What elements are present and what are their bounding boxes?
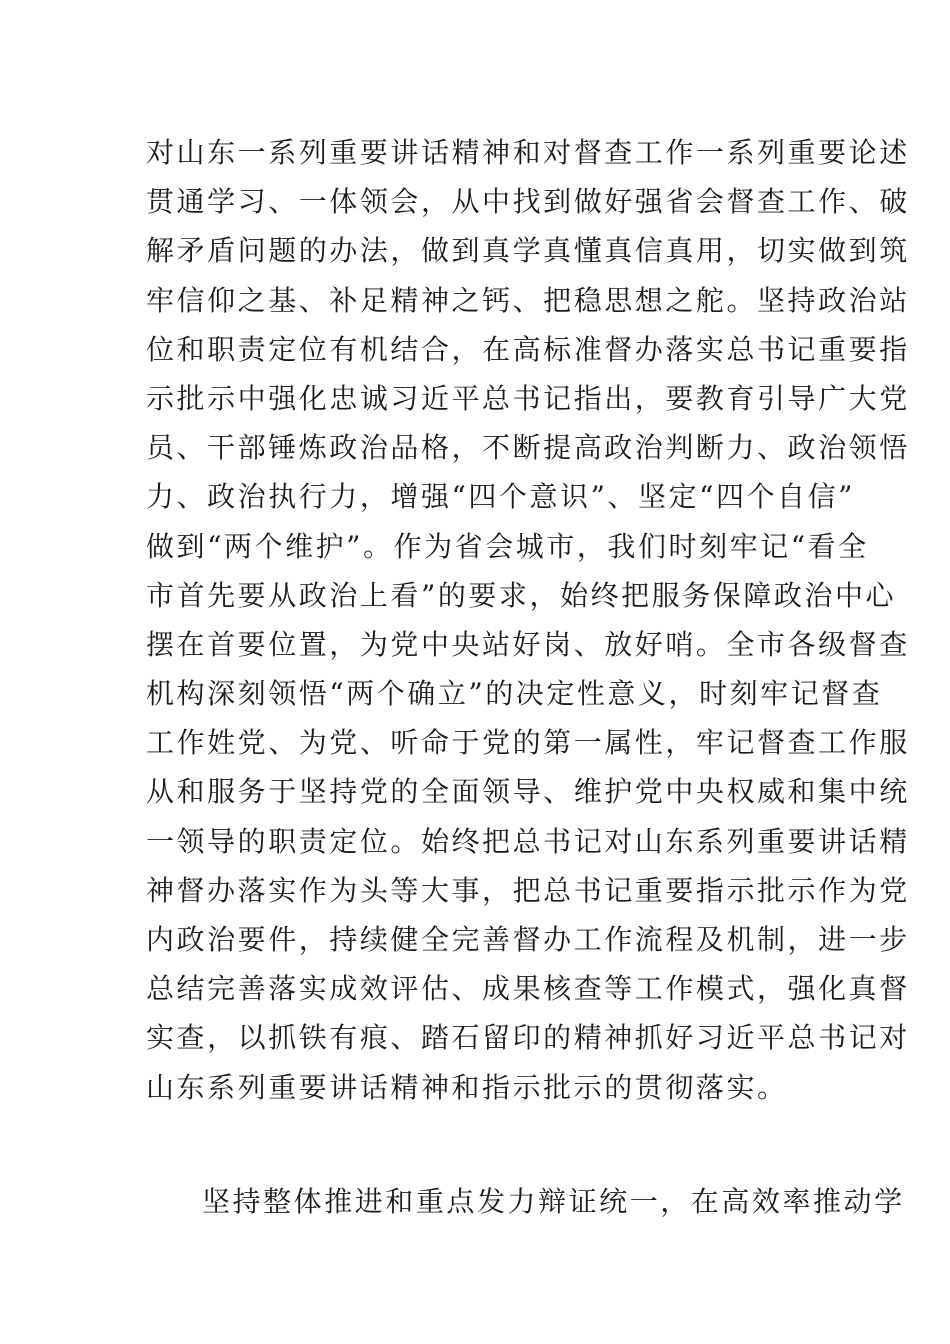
text-line: 市首先要从政治上看”的要求，始终把服务保障政治中心 — [146, 578, 897, 612]
text-line: 力、政治执行力，增强“四个意识”、坚定“四个自信” — [146, 480, 856, 514]
text-line: 坚持整体推进和重点发力辩证统一，在高效率推动学 — [202, 1185, 905, 1218]
text-line: 牢信仰之基、补足精神之钙、把稳思想之舵。坚持政治站 — [146, 283, 910, 317]
text-line: 贯通学习、一体领会，从中找到做好强省会督查工作、破 — [146, 185, 910, 219]
text-line: 山东系列重要讲话精神和指示批示的贯彻落实。 — [146, 1070, 788, 1104]
text-line: 从和服务于坚持党的全面领导、维护党中央权威和集中统 — [146, 775, 910, 809]
text-line: 解矛盾问题的办法，做到真学真懂真信真用，切实做到筑 — [146, 234, 910, 268]
text-line: 一领导的职责定位。始终把总书记对山东系列重要讲话精 — [146, 824, 910, 858]
paragraph-2 — [146, 1177, 905, 1226]
paragraph-1 — [146, 128, 910, 1112]
text-line: 位和职责定位有机结合，在高标准督办落实总书记重要指 — [146, 332, 910, 366]
text-line: 神督办落实作为头等大事，把总书记重要指示批示作为党 — [146, 873, 910, 907]
text-line: 实查，以抓铁有痕、踏石留印的精神抓好习近平总书记对 — [146, 1021, 910, 1055]
text-line: 做到“两个维护”。作为省会城市，我们时刻牢记“看全 — [146, 529, 869, 563]
text-line: 对山东一系列重要讲话精神和对督查工作一系列重要论述 — [146, 136, 910, 169]
text-line: 员、干部锤炼政治品格，不断提高政治判断力、政治领悟 — [146, 431, 910, 465]
text-line: 示批示中强化忠诚习近平总书记指出，要教育引导广大党 — [146, 381, 910, 415]
text-line: 工作姓党、为党、听命于党的第一属性，牢记督查工作服 — [146, 726, 910, 760]
text-line: 摆在首要位置，为党中央站好岗、放好哨。全市各级督查 — [146, 627, 910, 661]
text-line: 内政治要件，持续健全完善督办工作流程及机制，进一步 — [146, 923, 910, 956]
text-line: 总结完善落实成效评估、成果核查等工作模式，强化真督 — [146, 972, 910, 1006]
text-line: 机构深刻领悟“两个确立”的决定性意义，时刻牢记督查 — [146, 677, 883, 711]
